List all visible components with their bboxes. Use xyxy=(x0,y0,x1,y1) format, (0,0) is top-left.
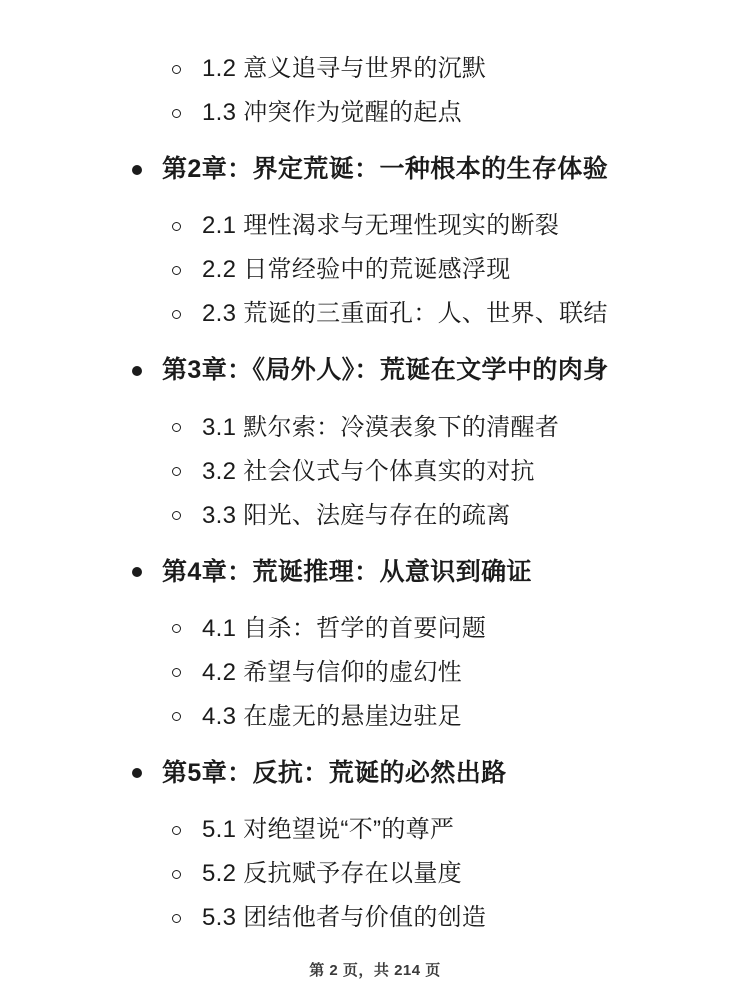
toc-entry-label: 5.1 对绝望说“不”的尊严 xyxy=(202,816,455,843)
toc-chapter-entry[interactable] xyxy=(40,154,710,185)
bullet-hollow-icon xyxy=(172,903,202,933)
bullet-hollow-icon xyxy=(172,299,202,329)
toc-section-entry[interactable] xyxy=(40,98,710,128)
toc-entry-label: 4.2 希望与信仰的虚幻性 xyxy=(202,658,462,686)
spacer xyxy=(40,443,710,457)
toc-entry-label: 5.2 反抗赋予存在以量度 xyxy=(202,860,462,887)
spacer xyxy=(40,531,710,557)
bullet-hollow-icon xyxy=(172,54,202,84)
toc-entry-label: 3.2 社会仪式与个体真实的对抗 xyxy=(202,457,535,485)
toc-section-entry[interactable] xyxy=(40,815,710,845)
toc-section-entry[interactable] xyxy=(40,54,710,84)
spacer xyxy=(40,38,710,54)
bullet-filled-icon xyxy=(132,758,162,789)
spacer xyxy=(40,487,710,501)
toc-entry-label: 1.3 冲突作为觉醒的起点 xyxy=(202,99,462,126)
bullet-filled-icon xyxy=(132,154,162,185)
page-footer: 第 2 页，共 214 页 xyxy=(309,962,441,979)
toc-entry-label: 第5章：反抗：荒诞的必然出路 xyxy=(162,758,507,787)
toc-section-entry[interactable] xyxy=(40,299,710,329)
toc-section-entry[interactable] xyxy=(40,255,710,285)
toc-section-entry[interactable] xyxy=(40,702,710,732)
bullet-hollow-icon xyxy=(172,614,202,644)
bullet-hollow-icon xyxy=(172,501,202,531)
spacer xyxy=(40,329,710,355)
toc-chapter-entry[interactable] xyxy=(40,758,710,789)
toc-chapter-entry[interactable] xyxy=(40,355,710,386)
toc-section-entry[interactable] xyxy=(40,413,710,443)
bullet-hollow-icon xyxy=(172,255,202,285)
toc-entry-label: 4.3 在虚无的悬崖边驻足 xyxy=(202,702,462,730)
spacer xyxy=(40,789,710,815)
toc-entry-label: 1.2 意义追寻与世界的沉默 xyxy=(202,55,487,82)
bullet-hollow-icon xyxy=(172,702,202,732)
spacer xyxy=(40,387,710,413)
spacer xyxy=(40,285,710,299)
toc-entry-label: 2.2 日常经验中的荒诞感浮现 xyxy=(202,256,511,284)
spacer xyxy=(40,241,710,255)
spacer xyxy=(40,732,710,758)
toc-chapter-entry[interactable] xyxy=(40,557,710,588)
toc-section-entry[interactable] xyxy=(40,614,710,644)
toc-entry-label: 第3章：《局外人》：荒诞在文学中的肉身 xyxy=(162,356,609,385)
toc-entry-label: 5.3 团结他者与价值的创造 xyxy=(202,904,487,931)
spacer xyxy=(40,84,710,98)
toc-section-entry[interactable] xyxy=(40,457,710,487)
bullet-hollow-icon xyxy=(172,658,202,688)
bullet-hollow-icon xyxy=(172,457,202,487)
spacer xyxy=(40,889,710,903)
toc-section-entry[interactable] xyxy=(40,501,710,531)
toc-entry-label: 第2章：界定荒诞：一种根本的生存体验 xyxy=(162,155,609,183)
toc-entry-label: 4.1 自杀：哲学的首要问题 xyxy=(202,614,487,642)
bullet-hollow-icon xyxy=(172,413,202,443)
spacer xyxy=(40,845,710,859)
table-of-contents xyxy=(40,38,710,933)
toc-entry-label: 第4章：荒诞推理：从意识到确证 xyxy=(162,557,532,586)
spacer xyxy=(40,588,710,614)
toc-section-entry[interactable] xyxy=(40,903,710,933)
bullet-hollow-icon xyxy=(172,211,202,241)
spacer xyxy=(40,185,710,211)
spacer xyxy=(40,644,710,658)
toc-entry-label: 2.1 理性渴求与无理性现实的断裂 xyxy=(202,212,560,240)
bullet-hollow-icon xyxy=(172,815,202,845)
spacer xyxy=(40,688,710,702)
spacer xyxy=(40,128,710,154)
bullet-filled-icon xyxy=(132,557,162,588)
toc-entry-label: 3.1 默尔索：冷漠表象下的清醒者 xyxy=(202,413,560,441)
toc-section-entry[interactable] xyxy=(40,211,710,241)
bullet-hollow-icon xyxy=(172,859,202,889)
toc-section-entry[interactable] xyxy=(40,658,710,688)
toc-entry-label: 3.3 阳光、法庭与存在的疏离 xyxy=(202,501,511,529)
bullet-hollow-icon xyxy=(172,98,202,128)
toc-entry-label: 2.3 荒诞的三重面孔：人、世界、联结 xyxy=(202,300,608,328)
bullet-filled-icon xyxy=(132,355,162,386)
toc-section-entry[interactable] xyxy=(40,859,710,889)
